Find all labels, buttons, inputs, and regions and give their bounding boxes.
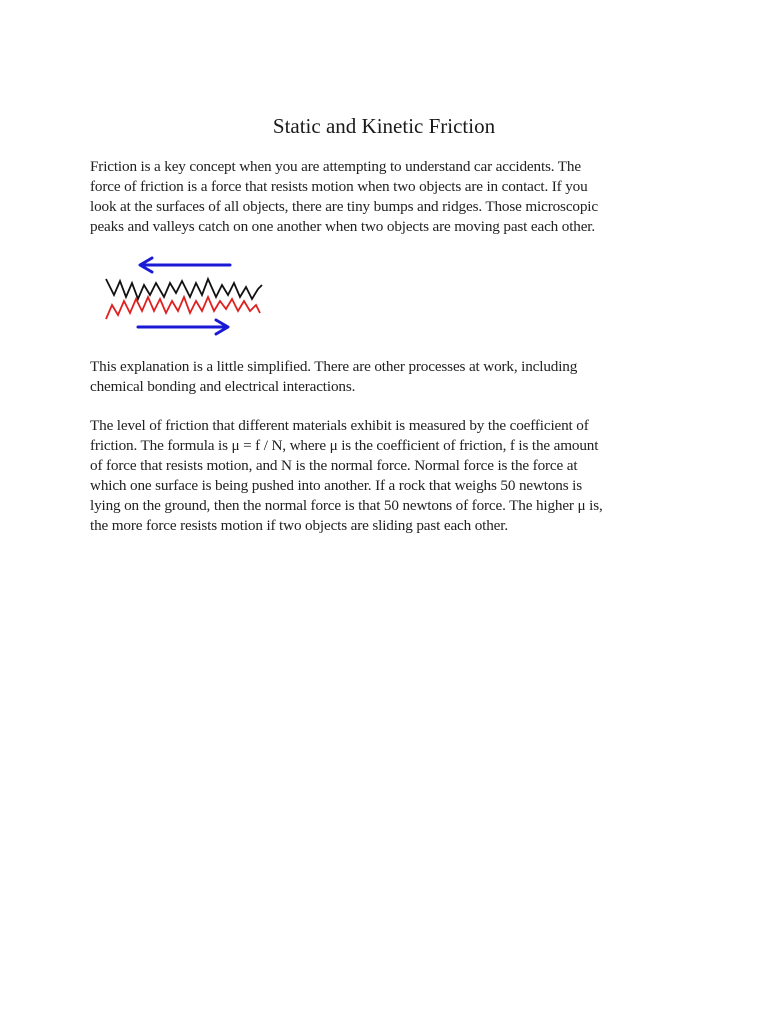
paragraph-line: peaks and valleys catch on one another when two objects are moving past each other.: [90, 218, 596, 235]
paragraph-simplified: [90, 357, 690, 397]
paragraph-line: chemical bonding and electrical interactions.: [90, 378, 356, 395]
paragraph-line: force of friction is a force that resists motion when two objects are in contact. If you: [90, 178, 588, 195]
arrow-left-icon: [140, 258, 230, 272]
arrow-right-icon: [138, 320, 228, 334]
paragraph-line: Friction is a key concept when you are attempting to understand car accidents. The: [90, 158, 581, 175]
bottom-surface-line: [106, 297, 260, 319]
friction-surfaces-figure: [100, 253, 270, 337]
paragraph-intro: [90, 157, 690, 237]
paragraph-line: friction. The formula is μ = f / N, where μ is the coefficient of friction, f is the amount: [90, 437, 599, 454]
paragraph-line: This explanation is a little simplified. There are other processes at work, including: [90, 358, 578, 375]
paragraph-line: which one surface is being pushed into another. If a rock that weighs 50 newtons is: [90, 477, 582, 494]
paragraph-coefficient: [90, 416, 690, 536]
paragraph-line: of force that resists motion, and N is the normal force. Normal force is the force at: [90, 457, 578, 474]
paragraph-line: the more force resists motion if two objects are sliding past each other.: [90, 517, 508, 534]
paragraph-line: lying on the ground, then the normal force is that 50 newtons of force. The higher μ is,: [90, 497, 603, 514]
paragraph-line: look at the surfaces of all objects, there are tiny bumps and ridges. Those microscopic: [90, 198, 598, 215]
page-title: Static and Kinetic Friction: [272, 114, 496, 138]
paragraph-line: The level of friction that different materials exhibit is measured by the coefficient of: [90, 417, 589, 434]
